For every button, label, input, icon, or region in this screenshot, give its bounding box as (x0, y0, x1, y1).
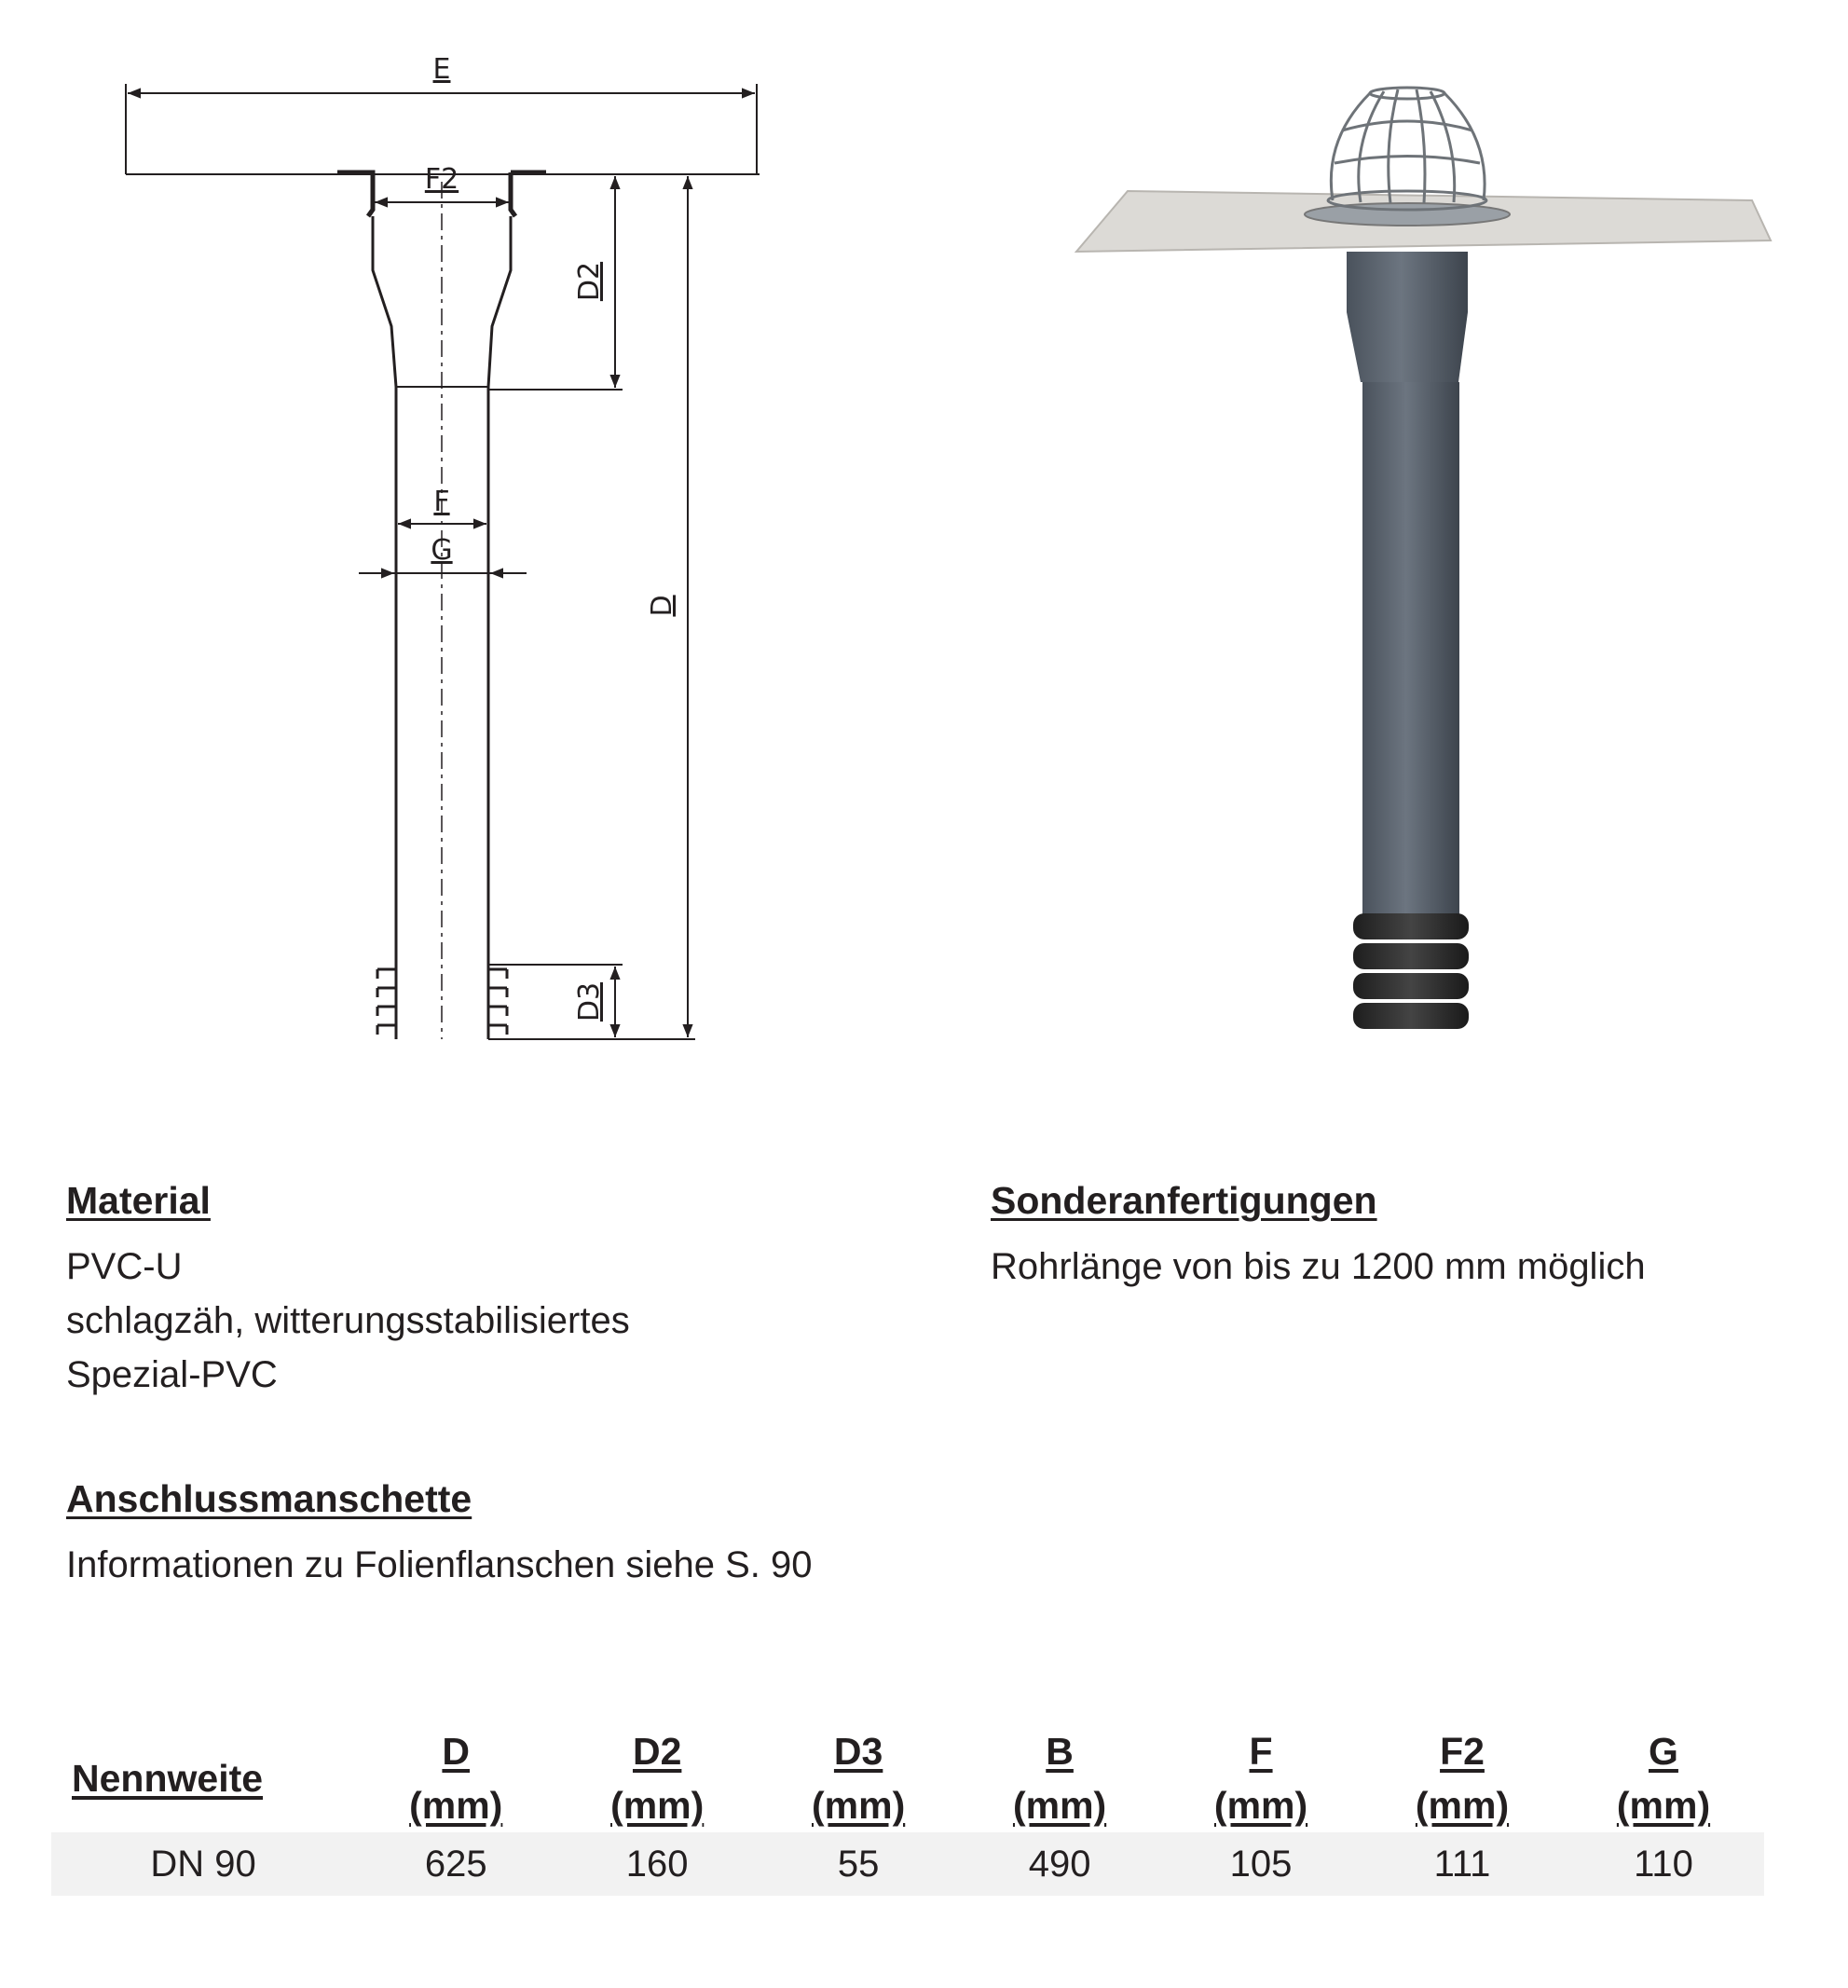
header-nennweite: Nennweite (72, 1757, 264, 1800)
header-f (1160, 1724, 1362, 1832)
header-d3-name: D3 (833, 1730, 883, 1773)
table-row (51, 1832, 1764, 1896)
cell-d3: 55 (837, 1843, 880, 1885)
header-f-unit: (mm) (1213, 1784, 1308, 1827)
cell-f2: 111 (1433, 1843, 1491, 1885)
header-b (959, 1724, 1160, 1832)
header-g-unit: (mm) (1616, 1784, 1711, 1827)
label-e: E (432, 53, 451, 86)
spec-table (51, 1724, 1764, 1896)
special-heading: Sonderanfertigungen (991, 1179, 1377, 1222)
label-f: F (433, 486, 450, 518)
flange-ring (1305, 203, 1510, 226)
material-line-3: Spezial-PVC (66, 1354, 278, 1395)
product-illustration (1062, 75, 1789, 1053)
header-d2-unit: (mm) (610, 1784, 705, 1827)
header-f-name: F (1249, 1730, 1273, 1773)
pipe-body (1362, 382, 1459, 932)
cell-nennweite: DN 90 (150, 1843, 256, 1885)
pipe-socket (1347, 252, 1468, 382)
material-heading: Material (66, 1179, 211, 1222)
technical-drawing (0, 0, 932, 1081)
seal-gasket (1353, 913, 1469, 1029)
cell-d: 625 (424, 1843, 487, 1885)
body-left-contour (373, 216, 396, 1039)
label-d3: D3 (573, 981, 606, 1022)
seal-ribs-right (488, 969, 507, 1035)
header-b-name: B (1046, 1730, 1074, 1773)
header-d-unit: (mm) (409, 1784, 503, 1827)
label-g: G (431, 534, 453, 567)
header-g (1563, 1724, 1764, 1832)
product-photo (1062, 75, 1789, 1053)
connection-heading: Anschlussmanschette (66, 1477, 472, 1520)
table-header-row (51, 1724, 1764, 1832)
body-right-contour (488, 216, 511, 1039)
header-b-unit: (mm) (1012, 1784, 1107, 1827)
flange-left (337, 172, 373, 216)
label-d: D (646, 595, 678, 617)
header-g-name: G (1649, 1730, 1678, 1773)
material-line-2: schlagzäh, witterungsstabilisiertes (66, 1300, 630, 1341)
special-text: Rohrlänge von bis zu 1200 mm möglich (991, 1246, 1646, 1287)
header-f2-unit: (mm) (1415, 1784, 1510, 1827)
cell-b: 490 (1028, 1843, 1091, 1885)
header-d2 (556, 1724, 758, 1832)
material-line-1: PVC-U (66, 1246, 183, 1287)
header-d3-unit: (mm) (812, 1784, 906, 1827)
header-d3 (758, 1724, 959, 1832)
label-d2: D2 (573, 261, 606, 302)
header-d-name: D (442, 1730, 471, 1773)
technical-drawing-svg (0, 0, 932, 1081)
header-f2-name: F2 (1440, 1730, 1485, 1773)
connection-text: Informationen zu Folienflanschen siehe S. 90 (66, 1544, 813, 1585)
flange-right (511, 172, 515, 216)
seal-ribs-left (377, 969, 396, 1035)
cell-d2: 160 (625, 1843, 689, 1885)
gravel-guard-icon (1328, 88, 1486, 210)
header-d (355, 1724, 556, 1832)
header-f2 (1362, 1724, 1563, 1832)
label-f2: F2 (424, 163, 459, 196)
cell-g: 110 (1634, 1843, 1693, 1885)
header-d2-name: D2 (632, 1730, 682, 1773)
cell-f: 105 (1229, 1843, 1293, 1885)
